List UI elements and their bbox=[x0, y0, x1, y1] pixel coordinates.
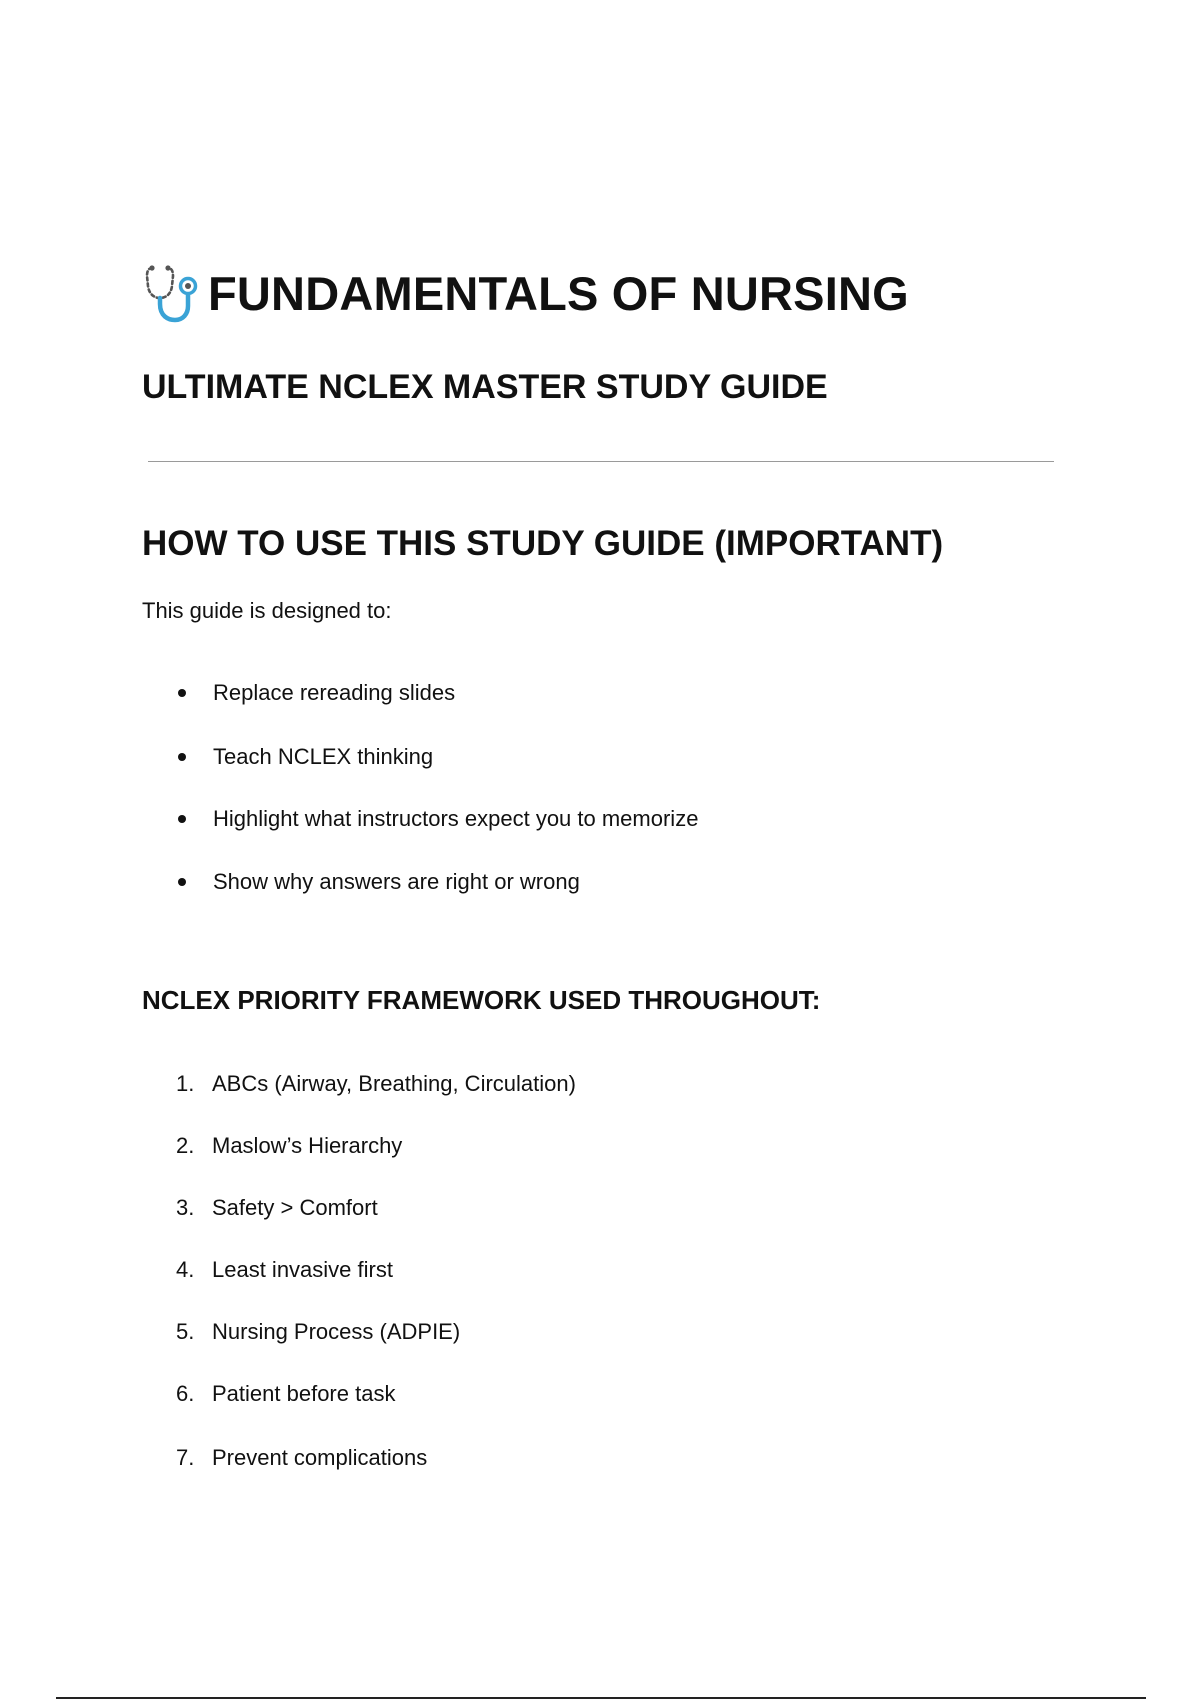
stethoscope-icon bbox=[142, 262, 198, 324]
item-number: 5. bbox=[176, 1319, 195, 1344]
item-text: Prevent complications bbox=[212, 1445, 428, 1470]
bullet-dot bbox=[178, 815, 186, 823]
document-subtitle: ULTIMATE NCLEX MASTER STUDY GUIDE bbox=[142, 368, 828, 406]
title-row bbox=[142, 262, 909, 324]
item-number: 7. bbox=[176, 1445, 195, 1470]
item-text: Patient before task bbox=[212, 1381, 396, 1406]
item-text: Nursing Process (ADPIE) bbox=[212, 1319, 461, 1344]
bullet-dot bbox=[178, 753, 186, 761]
bullet-item bbox=[178, 746, 433, 768]
bullet-text: Teach NCLEX thinking bbox=[213, 744, 434, 769]
bullet-dot bbox=[178, 689, 186, 697]
numbered-item bbox=[176, 1073, 576, 1095]
item-number: 1. bbox=[176, 1071, 195, 1096]
numbered-item bbox=[176, 1383, 395, 1405]
numbered-item bbox=[176, 1197, 378, 1219]
numbered-item bbox=[176, 1135, 402, 1157]
item-text: Least invasive first bbox=[212, 1257, 393, 1282]
bullet-item bbox=[178, 682, 455, 704]
intro-text: This guide is designed to: bbox=[142, 598, 392, 623]
bullet-text: Replace rereading slides bbox=[213, 680, 456, 705]
numbered-item bbox=[176, 1259, 393, 1281]
bullet-item bbox=[178, 871, 580, 893]
bullet-text: Highlight what instructors expect you to memorize bbox=[213, 806, 699, 831]
bullet-dot bbox=[178, 878, 186, 886]
section-divider bbox=[148, 461, 1054, 462]
page-bottom-rule bbox=[56, 1697, 1146, 1699]
item-text: Maslow’s Hierarchy bbox=[212, 1133, 403, 1158]
item-text: Safety > Comfort bbox=[212, 1195, 378, 1220]
bullet-text: Show why answers are right or wrong bbox=[213, 869, 580, 894]
item-text: ABCs (Airway, Breathing, Circulation) bbox=[212, 1071, 576, 1096]
item-number: 4. bbox=[176, 1257, 195, 1282]
item-number: 6. bbox=[176, 1381, 195, 1406]
numbered-item bbox=[176, 1447, 427, 1469]
section-heading: HOW TO USE THIS STUDY GUIDE (IMPORTANT) bbox=[142, 524, 944, 563]
document-title: FUNDAMENTALS OF NURSING bbox=[208, 266, 909, 320]
item-number: 3. bbox=[176, 1195, 195, 1220]
framework-heading: NCLEX PRIORITY FRAMEWORK USED THROUGHOUT: bbox=[142, 985, 821, 1015]
bullet-item bbox=[178, 808, 698, 830]
numbered-item bbox=[176, 1321, 460, 1343]
item-number: 2. bbox=[176, 1133, 195, 1158]
